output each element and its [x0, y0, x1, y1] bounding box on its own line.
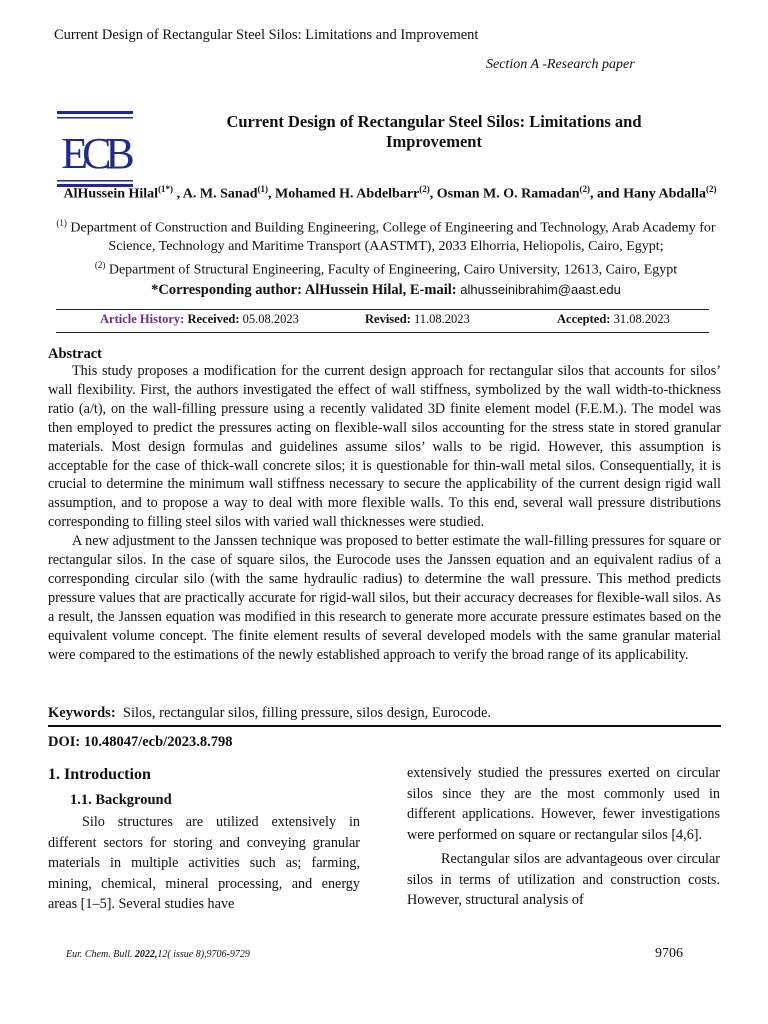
section-label: Section A -Research paper — [486, 57, 635, 72]
affiliations — [56, 214, 716, 279]
affiliation-2: $^{(2)}$ Department of Structural Engineering, Faculty of Engineering, Cairo University, 12613, Cairo, Egypt — [94, 259, 678, 278]
author-name: A. M. Sanad — [182, 186, 258, 202]
author-list: AlHussein Hilal$^{(1*)}$ , A. M. Sanad$^{(1)}$, Mohamed H. Abdelbarr$^{(2)}$, Osman M. O. Ramadan$^{(2)}$, and Hany Abdalla$^{(2)}$ — [63, 184, 717, 202]
corresponding-author: *Corresponding author: AlHussein Hilal, E-mail: alhusseinibrahim@aast.edu — [151, 282, 621, 298]
revised-date: Revised: 11.08.2023 — [365, 312, 470, 326]
paper-title: Current Design of Rectangular Steel Silos: Limitations and Improvement — [226, 112, 642, 151]
page-number: 9706 — [655, 946, 683, 961]
author-affiliation-marker: (1) — [257, 184, 268, 194]
author-affiliation-marker: (2) — [419, 184, 430, 194]
author-name: Hany Abdalla — [623, 186, 706, 202]
right-column — [407, 763, 720, 911]
left-column — [48, 812, 360, 915]
author-name: Osman M. O. Ramadan — [436, 186, 580, 202]
keywords-rule — [48, 725, 721, 727]
abstract-paragraph-1: This study proposes a modification for the current design approach for rectangular silos that accounts for silos’ wall flexibility. First, the authors investigated the effect of wall stiffness, symbolized by the wall width-to-thickness ratio (a/t), on the wall-filling pressure using a recently validated 3D finite element model (F.E.M.). The model was then employed to predict the pressures acting on flexible-wall silos accounting for the stress state in stored granular materials. Most design formulas and guidelines assume silos’ walls to be rigid. However, this assumption is acceptable for the case of thick-wall concrete silos; it is questionable for thin-wall metal silos. Consequentially, it is crucial to determine the minimum wall stiffness necessary to secure the applicability of the current design rigid wall assumption, and to propose a way to deal with more flexible walls. To this end, several wall pressure distributions corresponding to filling steel silos with varied wall thicknesses were studied. — [48, 363, 721, 531]
history-top-rule — [56, 309, 709, 310]
footer-citation: Eur. Chem. Bull. 2022,12( issue 8),9706-9729 — [66, 949, 250, 960]
svg-text:ECB: ECB — [61, 129, 129, 178]
author-name: AlHussein Hilal — [63, 186, 159, 202]
author-affiliation-marker: (2) — [579, 184, 590, 194]
section-heading-introduction: 1. Introduction — [48, 766, 151, 783]
author-email-link[interactable]: alhusseinibrahim@aast.edu — [460, 282, 621, 297]
abstract-body — [48, 362, 721, 665]
affiliation-1: $^{(1)}$ Department of Construction and Building Engineering, College of Engineering and Technology, Arab Academy for Science, Technology and Maritime Transport (AASTMT), 2033 Elhorria, Heliopolis, Cairo, Egypt; — [56, 218, 716, 254]
intro-paragraph-left: Silo structures are utilized extensively in different sectors for storing and conveying granular materials in multiple activities such as; farming, mining, chemical, mineral processing, and energy areas [1–5]. Several studies have — [48, 814, 360, 912]
history-bottom-rule — [56, 332, 709, 333]
accepted-date: Accepted: 31.08.2023 — [557, 312, 670, 326]
article-history: Article History: Received: 05.08.2023 — [100, 312, 299, 326]
abstract-paragraph-2: A new adjustment to the Janssen technique was proposed to better estimate the wall-filling pressures for square or rectangular silos. In the case of square silos, the Eurocode uses the Janssen equation and an equivalent radius of a corresponding circular silo (with the same hydraulic radius) to determine the wall pressure. This method predicts pressure values that are practically accurate for rigid-wall silos, but their accuracy decreases for flexible-wall silos. As a result, the Janssen equation was modified in this research to generate more accurate pressure estimates based on the equivalent volume concept. The finite element results of several developed models with the same granular material were compared to the estimations of the newly established approach to verify the broad range of its applicability. — [48, 533, 721, 663]
author-affiliation-marker: (1*) — [158, 184, 174, 194]
running-header: Current Design of Rectangular Steel Silos: Limitations and Improvement — [54, 27, 479, 43]
author-name: Mohamed H. Abdelbarr — [274, 186, 420, 202]
doi: DOI: 10.48047/ecb/2023.8.798 — [48, 734, 233, 750]
journal-logo — [56, 110, 134, 188]
keywords: Keywords: Silos, rectangular silos, filling pressure, silos design, Eurocode. — [48, 705, 492, 721]
abstract-heading: Abstract — [48, 346, 102, 362]
subsection-heading-background: 1.1. Background — [70, 792, 172, 808]
author-affiliation-marker: (2) — [705, 184, 717, 194]
intro-paragraph-right-1: extensively studied the pressures exerted on circular silos since they are the most commonly used in different applications. However, fewer investigations were performed on square or rectangular silos [4,6]. — [407, 765, 720, 843]
intro-paragraph-right-2: Rectangular silos are advantageous over circular silos in terms of utilization and construction costs. However, structural analysis of — [407, 851, 720, 908]
